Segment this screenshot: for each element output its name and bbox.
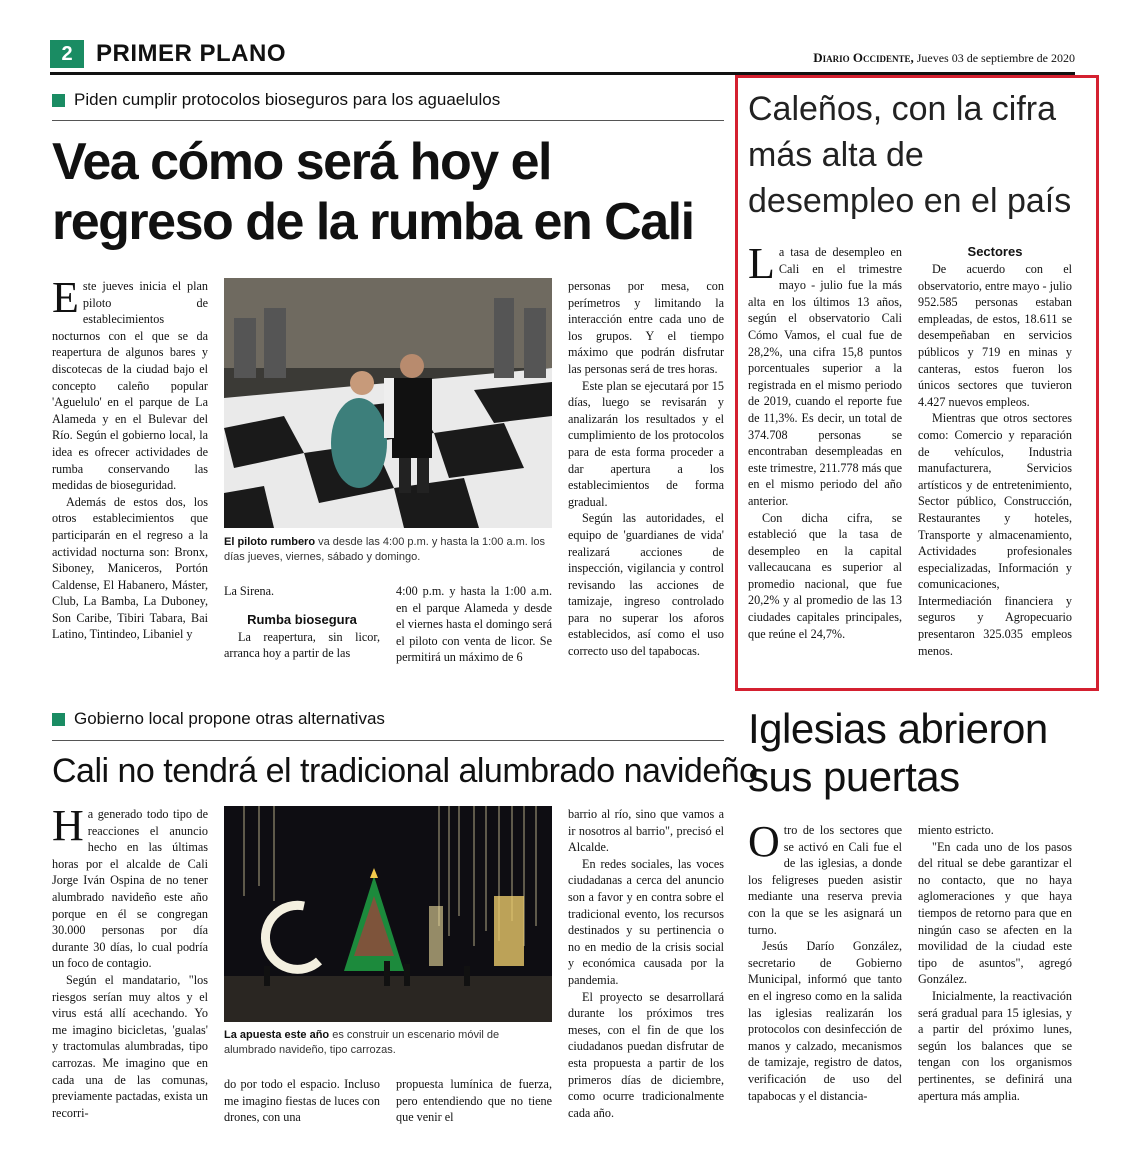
article1-column-3: [396, 583, 552, 666]
paragraph: En redes sociales, las voces ciudadanas a cerca del anuncio son a favor y en contra sobre el tradicional evento, los recursos destinados y su pertinencia o no en medio de la crisis social y económica causada por la pandemia.: [568, 856, 724, 987]
article1-column-4: [568, 278, 724, 660]
paragraph: a tasa de desempleo en Cali en el trimestre mayo - julio fue la más alta en los últimos 13 años, según el observatorio Cali Cómo Vamos, el cual fue de 28,2%, una cifra 15,8 puntos porcentuales superior a la registrada en el mismo periodo de 2019, cuando el reporte fue de 11,3%. Es decir, un total de 374.708 personas se encontraban desempleadas en este trimestre, 211.778 más que en el mismo periodo del año anterior.: [748, 245, 902, 508]
subheading: Rumba biosegura: [247, 611, 357, 627]
paragraph: miento estricto.: [918, 823, 994, 837]
sidebar-headline: Caleños, con la cifra más alta de desempleo en el país: [748, 90, 1072, 220]
issue-date: Jueves 03 de septiembre de 2020: [913, 51, 1075, 65]
dance-photo: [224, 278, 552, 528]
article2-column-3: [396, 1076, 552, 1126]
paragraph: personas por mesa, con perímetros y limitando la interacción entre cada uno de los grupos. Y el tiempo máximo que podrán disfrutar las personas será de tres horas.: [568, 279, 724, 376]
article1-caption: [224, 535, 554, 565]
dance-photo-illustration: [224, 278, 552, 528]
paragraph: Además de estos dos, los otros establecimientos que participarán en el regreso a la actividad nocturna son: Bronx, Siboney, Maniceros, Portón Caldense, El Habanero, Máster, Club, La Bamba, La Duboney, Son Caribe, Tibiri Tabara, Bai Latino, Tintindeo, Libaniel y: [52, 494, 208, 642]
paragraph: La Sirena.: [224, 584, 275, 598]
lights-photo-illustration: [224, 806, 552, 1022]
sidebar-column-1: [748, 239, 902, 642]
caption-bold: La apuesta este año: [224, 1029, 330, 1041]
kicker-marker: [52, 94, 65, 107]
paragraph: Inicialmente, la reactivación será gradual para 15 iglesias, y a partir del próximo lunes, según los balances que se tengan con los organismos pertinentes, se definirá una apertura más amplia.: [918, 988, 1072, 1103]
article3-column-1: [748, 817, 902, 1104]
article2-rule: [52, 740, 724, 741]
paragraph: La reapertura, sin licor, arranca hoy a partir de las: [224, 629, 380, 661]
paragraph: Jesús Darío González, secretario de Gobierno Municipal, informó que tanto en el ingreso como en la salida las iglesias realizarán los protocolos con desinfección de manos y calzado, mecanismos de tamizaje, registro de datos, verificación de uso del tapabocas y el distancia-: [748, 939, 902, 1103]
dropcap: L: [748, 239, 775, 288]
page-number: 2: [50, 40, 84, 68]
article2-column-4: [568, 806, 724, 1121]
paragraph: barrio al río, sino que vamos a ir nosotros al barrio", precisó el Alcalde.: [568, 807, 724, 855]
article2-column-1: [52, 801, 208, 1121]
article2-kicker: Gobierno local propone otras alternativas: [74, 709, 385, 728]
caption-text: va desde las 4:00 p.m. y hasta la 1:00 a.m. los días jueves, viernes, sábado y domingo.: [224, 536, 545, 563]
article2-column-2: [224, 1076, 380, 1126]
paragraph: Mientras que otros sectores como: Comercio y reparación de vehículos, Industria manufacturera, Servicios artísticos y de entretenimiento, Sector público, Construcción, Restaurantes y hoteles, Transporte y almacenamiento, Actividades profesionales especializadas, Información y comunicaciones, Intermediación financiera y seguros y Agropecuario presentaron 325.035 empleos menos.: [918, 411, 1072, 658]
article3-headline: Iglesias abrieron sus puertas: [748, 705, 1048, 800]
subheading: Sectores: [967, 244, 1023, 259]
article2-headline: Cali no tendrá el tradicional alumbrado navideño: [52, 752, 758, 790]
paragraph: do por todo el espacio. Incluso me imagino fiestas de luces con drones, con una: [224, 1077, 380, 1125]
lights-photo: [224, 806, 552, 1022]
paragraph: ste jueves inicia el plan piloto de establecimientos nocturnos con el que se da reapertura de algunos bares y discotecas de la ciudad bajo el concepto caleño popular 'Aguelulo' en el parque de La Alameda y en el Bulevar del Río. Según el gobierno local, la idea es ofrecer actividades de rumba conservando las medidas de bioseguridad.: [52, 279, 208, 493]
paragraph: Este plan se ejecutará por 15 días, luego se revisarán y analizarán los resultados y el cumplimiento de los protocolos para de esta forma proceder a dar apertura a los establecimientos de forma gradual.: [568, 378, 724, 509]
paragraph: 4:00 p.m. y hasta la 1:00 a.m. en el parque Alameda y desde el viernes hasta el domingo será el piloto con venta de licor. Se permitirá un máximo de 6: [396, 584, 553, 665]
section-title: PRIMER PLANO: [96, 40, 287, 67]
kicker-marker: [52, 713, 65, 726]
article1-column-2: [224, 583, 380, 662]
article3-column-2: [918, 822, 1072, 1104]
dropcap: E: [52, 273, 79, 322]
caption-bold: El piloto rumbero: [224, 536, 316, 548]
article1-column-1: [52, 273, 208, 643]
caption-text: es construir un escenario móvil de alumbrado navideño, tipo carrozas.: [224, 1029, 500, 1056]
paragraph: Según el mandatario, "los riesgos serían muy altos y el virus está allí acechando. Yo me imagino bicicletas, 'gualas' y tractomulas alumbradas, tipo carrozas. Me imagino que en cada una de las comunas, previamente pactadas, exista un recorri-: [52, 972, 208, 1120]
newspaper-name: Diario Occidente,: [813, 50, 914, 65]
masthead: [813, 50, 1075, 66]
sidebar-column-2: [918, 244, 1072, 659]
article2-caption: [224, 1028, 554, 1058]
paragraph: tro de los sectores que se activó en Cali fue el de las iglesias, a donde los feligreses pueden asistir mediante una reserva previa con la que se les asignará un turno.: [748, 823, 902, 937]
paragraph: "En cada uno de los pasos del ritual se debe garantizar el no contacto, que no haya aglomeraciones y que haya tiempos de retorno para que en ningún caso se afecten en la movilidad de la ciudad este tipo de asuntos", agregó González.: [918, 839, 1072, 987]
paragraph: De acuerdo con el observatorio, entre mayo - julio 952.585 personas estaban empleadas, de estos, 18.611 se desempeñaban en servicios públicos y 719 en minas y canteras, estos fueron los únicos sectores que tuvieron 4.427 nuevos empleos.: [918, 262, 1072, 409]
paragraph: a generado todo tipo de reacciones el anuncio hecho en las últimas horas por el alcalde de Cali Jorge Iván Ospina de no tener alumbrado navideño este año porque en él se congregan 30.000 personas por día durante 30 días, lo cual podría un foco de contagio.: [52, 807, 208, 971]
dropcap: O: [748, 817, 780, 866]
paragraph: El proyecto se desarrollará durante los próximos tres meses, con el fin de que los ciudadanos puedan disfrutar de esta propuesta a partir de los primeros días de diciembre, como ocurre tradicionalmente cada año.: [568, 989, 724, 1120]
article1-headline: Vea cómo será hoy el regreso de la rumba en Cali: [52, 133, 694, 251]
paragraph: Según las autoridades, el equipo de 'guardianes de vida' realizará acciones de inspección, vigilancia y control revisando las acciones de tamizaje, ingreso controlado para no superar los aforos establecidos, así como el uso correcto uso del tapabocas.: [568, 511, 724, 659]
paragraph: Con dicha cifra, se estableció que la tasa de desempleo en la capital vallecaucana es superior al promedio nacional, que fue 20,2% y al promedio de las 13 ciudades capitales principales, que reúne el 24,7%.: [748, 510, 902, 641]
paragraph: propuesta lumínica de fuerza, pero entendiendo que no tiene que venir el: [396, 1077, 552, 1125]
article1-rule: [52, 120, 724, 121]
article1-kicker: Piden cumplir protocolos bioseguros para los aguaelulos: [74, 90, 501, 109]
dropcap: H: [52, 801, 84, 850]
